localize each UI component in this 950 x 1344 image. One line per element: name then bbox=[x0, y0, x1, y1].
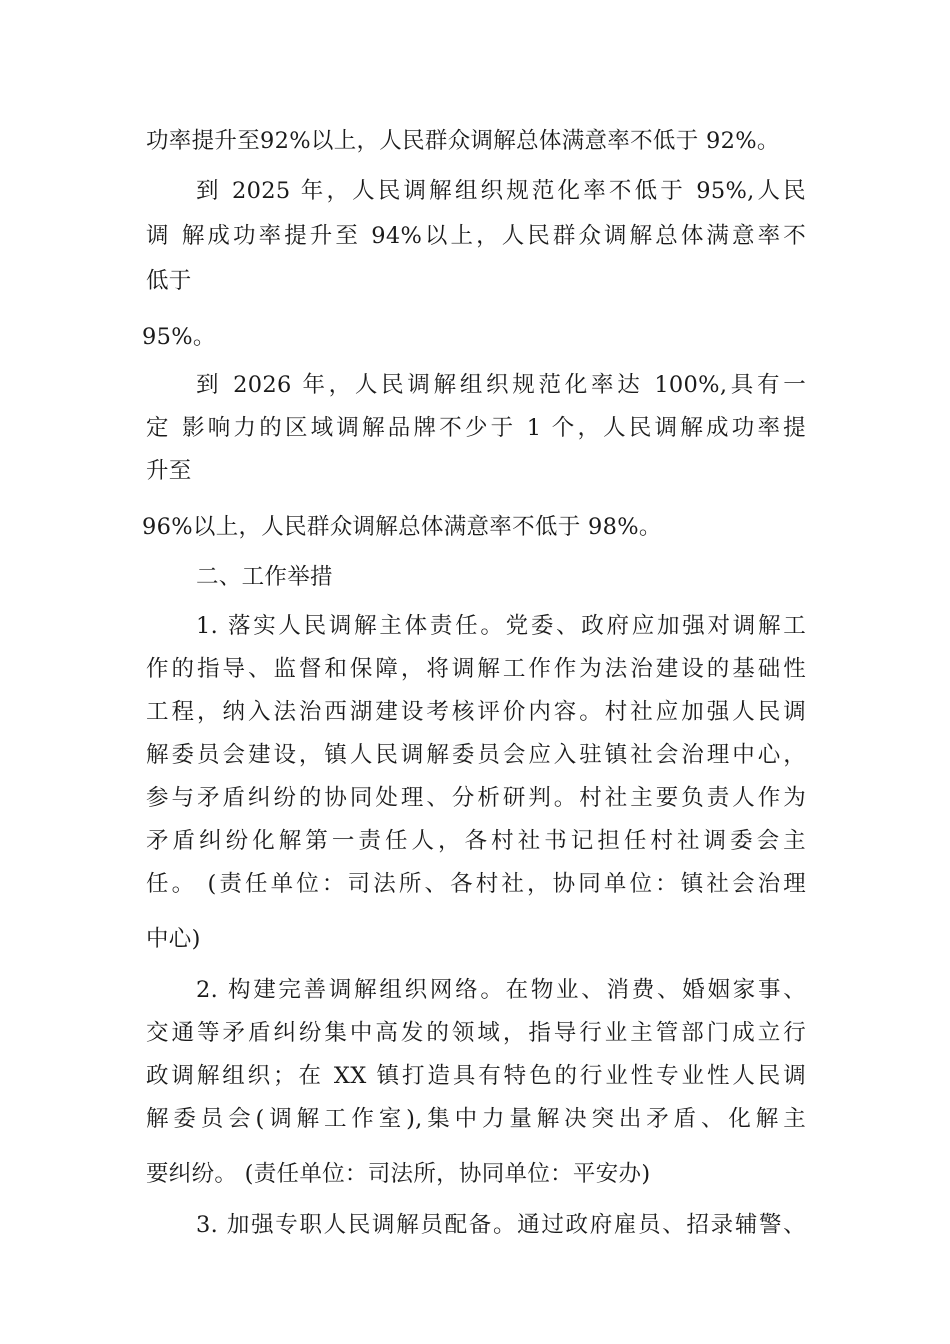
paragraph-line: 解委员会建设，镇人民调解委员会应入驻镇社会治理中心， bbox=[146, 742, 806, 768]
paragraph-line: 到 2025 年，人民调解组织规范化率不低于 95%,人民 bbox=[196, 178, 806, 204]
paragraph-line: 到 2026 年，人民调解组织规范化率达 100%,具有一 bbox=[196, 372, 806, 398]
paragraph-line: 交通等矛盾纠纷集中高发的领域，指导行业主管部门成立行 bbox=[146, 1020, 806, 1046]
paragraph-line: 低于 bbox=[146, 268, 192, 294]
paragraph-line: 升至 bbox=[146, 458, 192, 484]
paragraph-line: 政调解组织；在 XX 镇打造具有特色的行业性专业性人民调 bbox=[146, 1063, 806, 1089]
paragraph-line: 矛盾纠纷化解第一责任人，各村社书记担任村社调委会主 bbox=[146, 828, 806, 854]
paragraph-line: 3. 加强专职人民调解员配备。通过政府雇员、招录辅警、 bbox=[196, 1212, 806, 1238]
paragraph-line: 中心) bbox=[146, 926, 201, 952]
paragraph-line: 任。 (责任单位：司法所、各村社，协同单位：镇社会治理 bbox=[146, 871, 806, 897]
section-heading: 二、工作举措 bbox=[196, 564, 333, 590]
paragraph-line: 工程，纳入法治西湖建设考核评价内容。村社应加强人民调 bbox=[146, 699, 806, 725]
paragraph-line: 1. 落实人民调解主体责任。党委、政府应加强对调解工 bbox=[196, 613, 806, 639]
paragraph-line: 要纠纷。 (责任单位：司法所，协同单位：平安办) bbox=[146, 1161, 651, 1187]
paragraph-line: 定 影响力的区域调解品牌不少于 1 个，人民调解成功率提 bbox=[146, 415, 806, 441]
paragraph-line: 解委员会(调解工作室),集中力量解决突出矛盾、化解主 bbox=[146, 1106, 806, 1132]
paragraph-line: 96%以上，人民群众调解总体满意率不低于 98%。 bbox=[142, 514, 662, 540]
paragraph-line: 作的指导、监督和保障，将调解工作作为法治建设的基础性 bbox=[146, 656, 806, 682]
paragraph-line: 参与矛盾纠纷的协同处理、分析研判。村社主要负责人作为 bbox=[146, 785, 806, 811]
paragraph-line: 95%。 bbox=[142, 324, 216, 350]
paragraph-line: 功率提升至92%以上，人民群众调解总体满意率不低于 92%。 bbox=[146, 128, 780, 154]
paragraph-line: 2. 构建完善调解组织网络。在物业、消费、婚姻家事、 bbox=[196, 977, 806, 1003]
paragraph-line: 调 解成功率提升至 94%以上，人民群众调解总体满意率不 bbox=[146, 223, 806, 249]
